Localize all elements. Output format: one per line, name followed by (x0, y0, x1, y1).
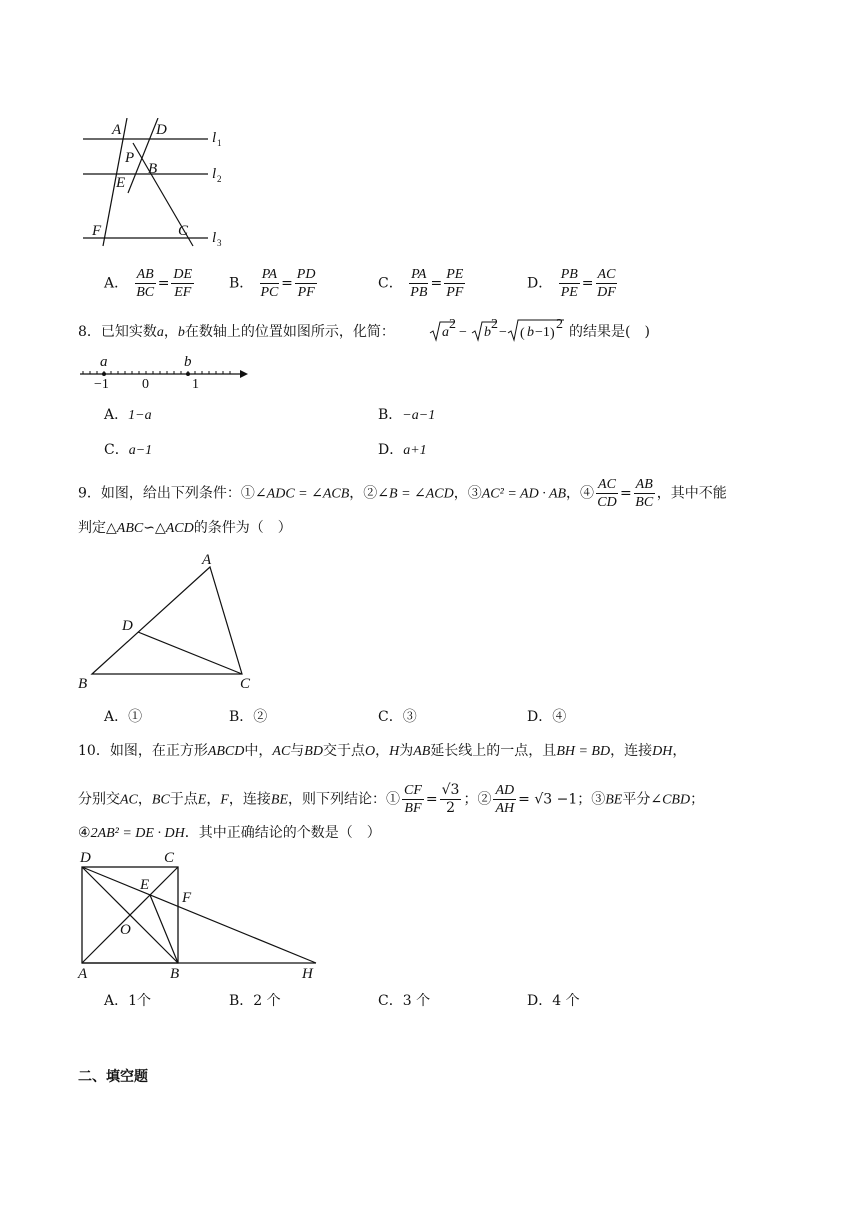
q10-c1-den: BF (404, 801, 422, 816)
q10-l2-be: BE (270, 792, 289, 808)
q7-d-rn: AC (597, 267, 616, 282)
q7-a-ln: AB (136, 267, 154, 282)
q10-option-c[interactable] (378, 991, 430, 1011)
q10-question-line3 (78, 823, 381, 844)
q10-option-b[interactable] (229, 991, 281, 1011)
q8-number-line (78, 350, 250, 390)
q9-cond2: ∠B = ∠ACD (377, 486, 454, 502)
q9-option-d-label: D． (527, 709, 553, 725)
q10-c2-den: AH (495, 801, 515, 816)
q10-l2-e: E (197, 792, 207, 808)
svg-text:): ) (550, 326, 555, 341)
q10-c3-be: BE (605, 792, 623, 808)
q10-label-e: E (140, 877, 150, 893)
q9-option-c[interactable] (378, 707, 417, 727)
q10-l2-bc: BC (151, 792, 170, 808)
q7-label-a: A (112, 122, 122, 138)
q8-var-b: b (177, 325, 185, 340)
q10-l2-b: ， (137, 791, 152, 808)
q10-line1-text-seg: 延长线上的一点，且 (430, 743, 557, 759)
q10-c2-num: AD (495, 783, 515, 798)
q9-option-a[interactable] (104, 707, 142, 727)
q10-c3-angle: ∠CBD (650, 792, 691, 808)
q8-var-a: a (156, 325, 164, 340)
q9-label-a: A (202, 552, 212, 568)
q8-number: 8． (78, 324, 101, 340)
q7-d-ld: PE (560, 285, 578, 300)
q7-b-ld: PC (260, 285, 279, 300)
q10-c1-rhs-num: √3 (441, 782, 460, 798)
q9-text-b: ，② (349, 485, 378, 502)
q8-text-a: 已知实数 (100, 324, 157, 340)
q10-l2-l: ； (690, 791, 705, 808)
q10-line1-text-seg: ，连接 (610, 743, 653, 759)
q10-line1-math: O (364, 744, 376, 759)
q7-label-l2: l (212, 166, 217, 182)
q7-option-b[interactable]: B． $\frac{PA}{PC}$ = $\frac{PD}{PF}$ (229, 267, 316, 300)
q10-line1-text-seg: 交于点 (322, 743, 365, 759)
q8-option-c[interactable] (104, 440, 152, 461)
q8-axis-m1: −1 (94, 377, 109, 390)
q7-label-l3: l (212, 230, 217, 246)
q10-label-b: B (170, 966, 180, 980)
q7-option-d-label: D． (527, 275, 553, 292)
q7-label-b: B (148, 161, 158, 177)
q9-label-b: B (78, 676, 88, 692)
q7-label-l1-sub: 1 (217, 138, 222, 148)
q8-option-c-value: a−1 (128, 443, 153, 458)
q8-option-c-label: C． (104, 442, 129, 458)
q9-option-a-value: ① (128, 709, 143, 725)
q10-l2-h: ，则下列结论：① (288, 791, 401, 808)
q8-text-c: 的结果是( ) (569, 324, 650, 340)
q9-text-d: ，④ (566, 485, 595, 502)
q10-option-c-value: 3 个 (402, 993, 431, 1009)
q10-option-b-value: 2 个 (253, 993, 281, 1009)
svg-text:−: − (459, 325, 467, 340)
q10-option-a-value: 1个 (128, 993, 152, 1009)
q7-option-b-label: B． (229, 275, 254, 292)
svg-text:2: 2 (449, 317, 456, 332)
q10-label-o: O (120, 922, 131, 938)
svg-text:−: − (499, 325, 507, 340)
q8-option-b-value: −a−1 (402, 408, 436, 423)
q7-option-c-label: C． (378, 275, 403, 292)
q10-line1-math: AC (272, 744, 291, 759)
q8-text-b: 在数轴上的位置如图所示，化简： (184, 324, 395, 340)
q7-label-l2-sub: 2 (217, 174, 222, 184)
q9-option-a-label: A． (104, 709, 129, 725)
q7-label-l3-sub: 3 (217, 238, 222, 248)
q10-line1-math: DH (652, 744, 673, 759)
q8-radical-expression (428, 316, 568, 346)
q10-option-d[interactable] (527, 991, 580, 1011)
q8-sep: ， (163, 324, 178, 340)
q9-c4-ln: AC (598, 477, 616, 492)
q10-line1-text (110, 743, 687, 759)
q10-line1-text-seg: ， (375, 743, 390, 759)
q7-d-ln: PB (560, 267, 578, 282)
q10-line1-math: BD (304, 744, 323, 759)
q10-c4: 2AB² = DE · DH (90, 826, 185, 841)
q9-label-d: D (122, 618, 133, 634)
q9-text-e: ，其中不能 (656, 485, 727, 502)
q10-l2-c: 于点 (169, 791, 198, 808)
q10-option-d-label: D． (527, 993, 553, 1009)
q10-line1-math: H (389, 744, 400, 759)
q9-c4-rn: AB (635, 477, 653, 492)
q7-label-c: C (178, 223, 189, 239)
q10-line1-text-seg: 中， (244, 743, 273, 759)
q10-l3-a: ④ (78, 825, 91, 841)
q9-option-c-label: C． (378, 709, 403, 725)
q8-option-b-label: B． (378, 407, 403, 423)
q10-line1-math: AB (413, 744, 431, 759)
q10-l2-a: 分别交 (78, 791, 120, 808)
q10-c2-rhs: = √3 −1 (518, 791, 578, 808)
section-title: 二、填空题 (78, 1068, 148, 1084)
q7-option-d[interactable]: D． $\frac{PB}{PE}$ = $\frac{AC}{DF}$ (527, 267, 616, 300)
q10-number: 10． (78, 743, 110, 759)
svg-text:2: 2 (491, 317, 498, 332)
q9-option-c-value: ③ (402, 709, 417, 725)
q10-figure (76, 848, 326, 980)
q10-option-c-label: C． (378, 993, 403, 1009)
q10-question-line2: 分别交AC，BC于点E，F，连接BE，则下列结论：① $\frac{CF}{BF}$ = $\frac{√3}{2}$ ；② $\frac{AD}{AH}$ = √3 −1；③BE平分∠CBD； (78, 782, 705, 816)
q10-l2-f: F (220, 792, 229, 808)
q10-l2-ac: AC (120, 792, 138, 808)
q10-l2-k: 平分 (622, 791, 651, 808)
q9-question-line2 (78, 518, 292, 539)
q8-option-d-value: a+1 (403, 443, 427, 458)
q10-option-d-value: 4 个 (552, 993, 580, 1009)
q9-option-b-value: ② (253, 709, 268, 725)
q10-l2-d: ， (206, 791, 221, 808)
q8-option-a[interactable] (104, 405, 152, 426)
q8-option-a-label: A． (104, 407, 129, 423)
q7-option-c[interactable]: C． $\frac{PA}{PB}$ = $\frac{PE}{PF}$ (378, 267, 464, 300)
q9-c4-rd: BC (635, 495, 654, 510)
q8-option-d-label: D． (378, 442, 404, 458)
q10-label-h: H (302, 966, 313, 980)
q10-l3-b: ．其中正确结论的个数是（ ） (184, 825, 381, 841)
q9-line2-a: 判定 (78, 520, 106, 536)
q9-figure (76, 548, 266, 694)
q7-a-rn: DE (173, 267, 193, 282)
q7-a-rd: EF (174, 285, 192, 300)
q8-option-d[interactable] (378, 440, 427, 461)
q10-line1-math: BH = BD (556, 744, 611, 759)
q7-b-ln: PA (261, 267, 278, 282)
q10-option-a[interactable] (104, 991, 151, 1011)
q9-c4-ld: CD (597, 495, 617, 510)
q10-line1-text-seg: 与 (290, 743, 305, 759)
q7-c-rn: PE (446, 267, 464, 282)
q10-question-line1 (78, 741, 686, 762)
q7-option-a[interactable]: A． $\frac{AB}{BC}$ = $\frac{DE}{EF}$ (104, 267, 193, 300)
svg-text:(: ( (520, 326, 525, 341)
q9-cond1: ∠ADC = ∠ACB (254, 486, 350, 502)
q10-line1-text-seg: ， (672, 743, 687, 759)
q8-question (78, 322, 395, 343)
q10-label-f: F (182, 890, 192, 906)
q9-text-a: 如图，给出下列条件：① (100, 485, 255, 502)
q9-cond3: AC² = AD · AB (481, 486, 567, 502)
q7-label-p: P (125, 150, 135, 166)
svg-text:b: b (484, 325, 491, 340)
q8-option-a-value: 1−a (128, 408, 152, 423)
q9-number: 9． (78, 485, 101, 502)
q10-l2-j: ；③ (577, 791, 606, 808)
q9-option-b[interactable] (229, 707, 267, 727)
q7-c-ln: PA (411, 267, 427, 282)
q10-label-a: A (78, 966, 88, 980)
svg-text:a: a (442, 325, 449, 340)
svg-text:b: b (527, 325, 534, 340)
q10-c1-rhs-den: 2 (446, 800, 456, 816)
q10-label-c: C (164, 850, 175, 866)
q10-l2-i: ；② (463, 791, 492, 808)
q10-c1-num: CF (404, 783, 422, 798)
q10-option-b-label: B． (229, 993, 254, 1009)
q10-option-a-label: A． (104, 993, 129, 1009)
q7-figure (78, 118, 238, 250)
q7-d-rd: DF (597, 285, 616, 300)
q7-label-d: D (156, 122, 167, 138)
q9-label-c: C (240, 676, 251, 692)
q7-c-ld: PB (410, 285, 428, 300)
q7-c-rd: PF (446, 285, 464, 300)
q7-label-f: F (92, 223, 102, 239)
q9-option-b-label: B． (229, 709, 254, 725)
q7-b-rn: PD (296, 267, 316, 282)
q9-option-d-value: ④ (552, 709, 567, 725)
svg-text:2: 2 (556, 317, 563, 332)
q8-axis-1: 1 (192, 377, 199, 390)
q7-b-rd: PF (297, 285, 315, 300)
q7-label-e: E (116, 175, 126, 191)
svg-text:−1: −1 (535, 325, 550, 340)
q9-similarity: △ABC∽△ACD (106, 521, 194, 536)
q8-axis-a: a (100, 354, 108, 370)
q10-line1-text-seg: 为 (399, 743, 414, 759)
q10-line1-text-seg: 如图，在正方形 (109, 743, 208, 759)
q9-question-line1: 9．如图，给出下列条件：①∠ADC = ∠ACB，②∠B = ∠ACD，③AC² = AD · AB，④ $\frac{AC}{CD}$ = $\frac{AB}{BC}$ ，其中不能 (78, 477, 727, 510)
q9-text-c: ，③ (453, 485, 482, 502)
q7-label-l1: l (212, 130, 217, 146)
q7-a-ld: BC (136, 285, 155, 300)
q10-l2-g: ，连接 (228, 791, 271, 808)
q10-line1-math: ABCD (207, 744, 245, 759)
q8-axis-0: 0 (142, 377, 149, 390)
q8-axis-b: b (184, 354, 192, 370)
q7-option-a-label: A． (104, 275, 129, 292)
q9-line2-b: 的条件为（ ） (193, 520, 292, 536)
q10-label-d: D (80, 850, 91, 866)
q8-option-b[interactable] (378, 405, 435, 426)
q9-option-d[interactable] (527, 707, 566, 727)
